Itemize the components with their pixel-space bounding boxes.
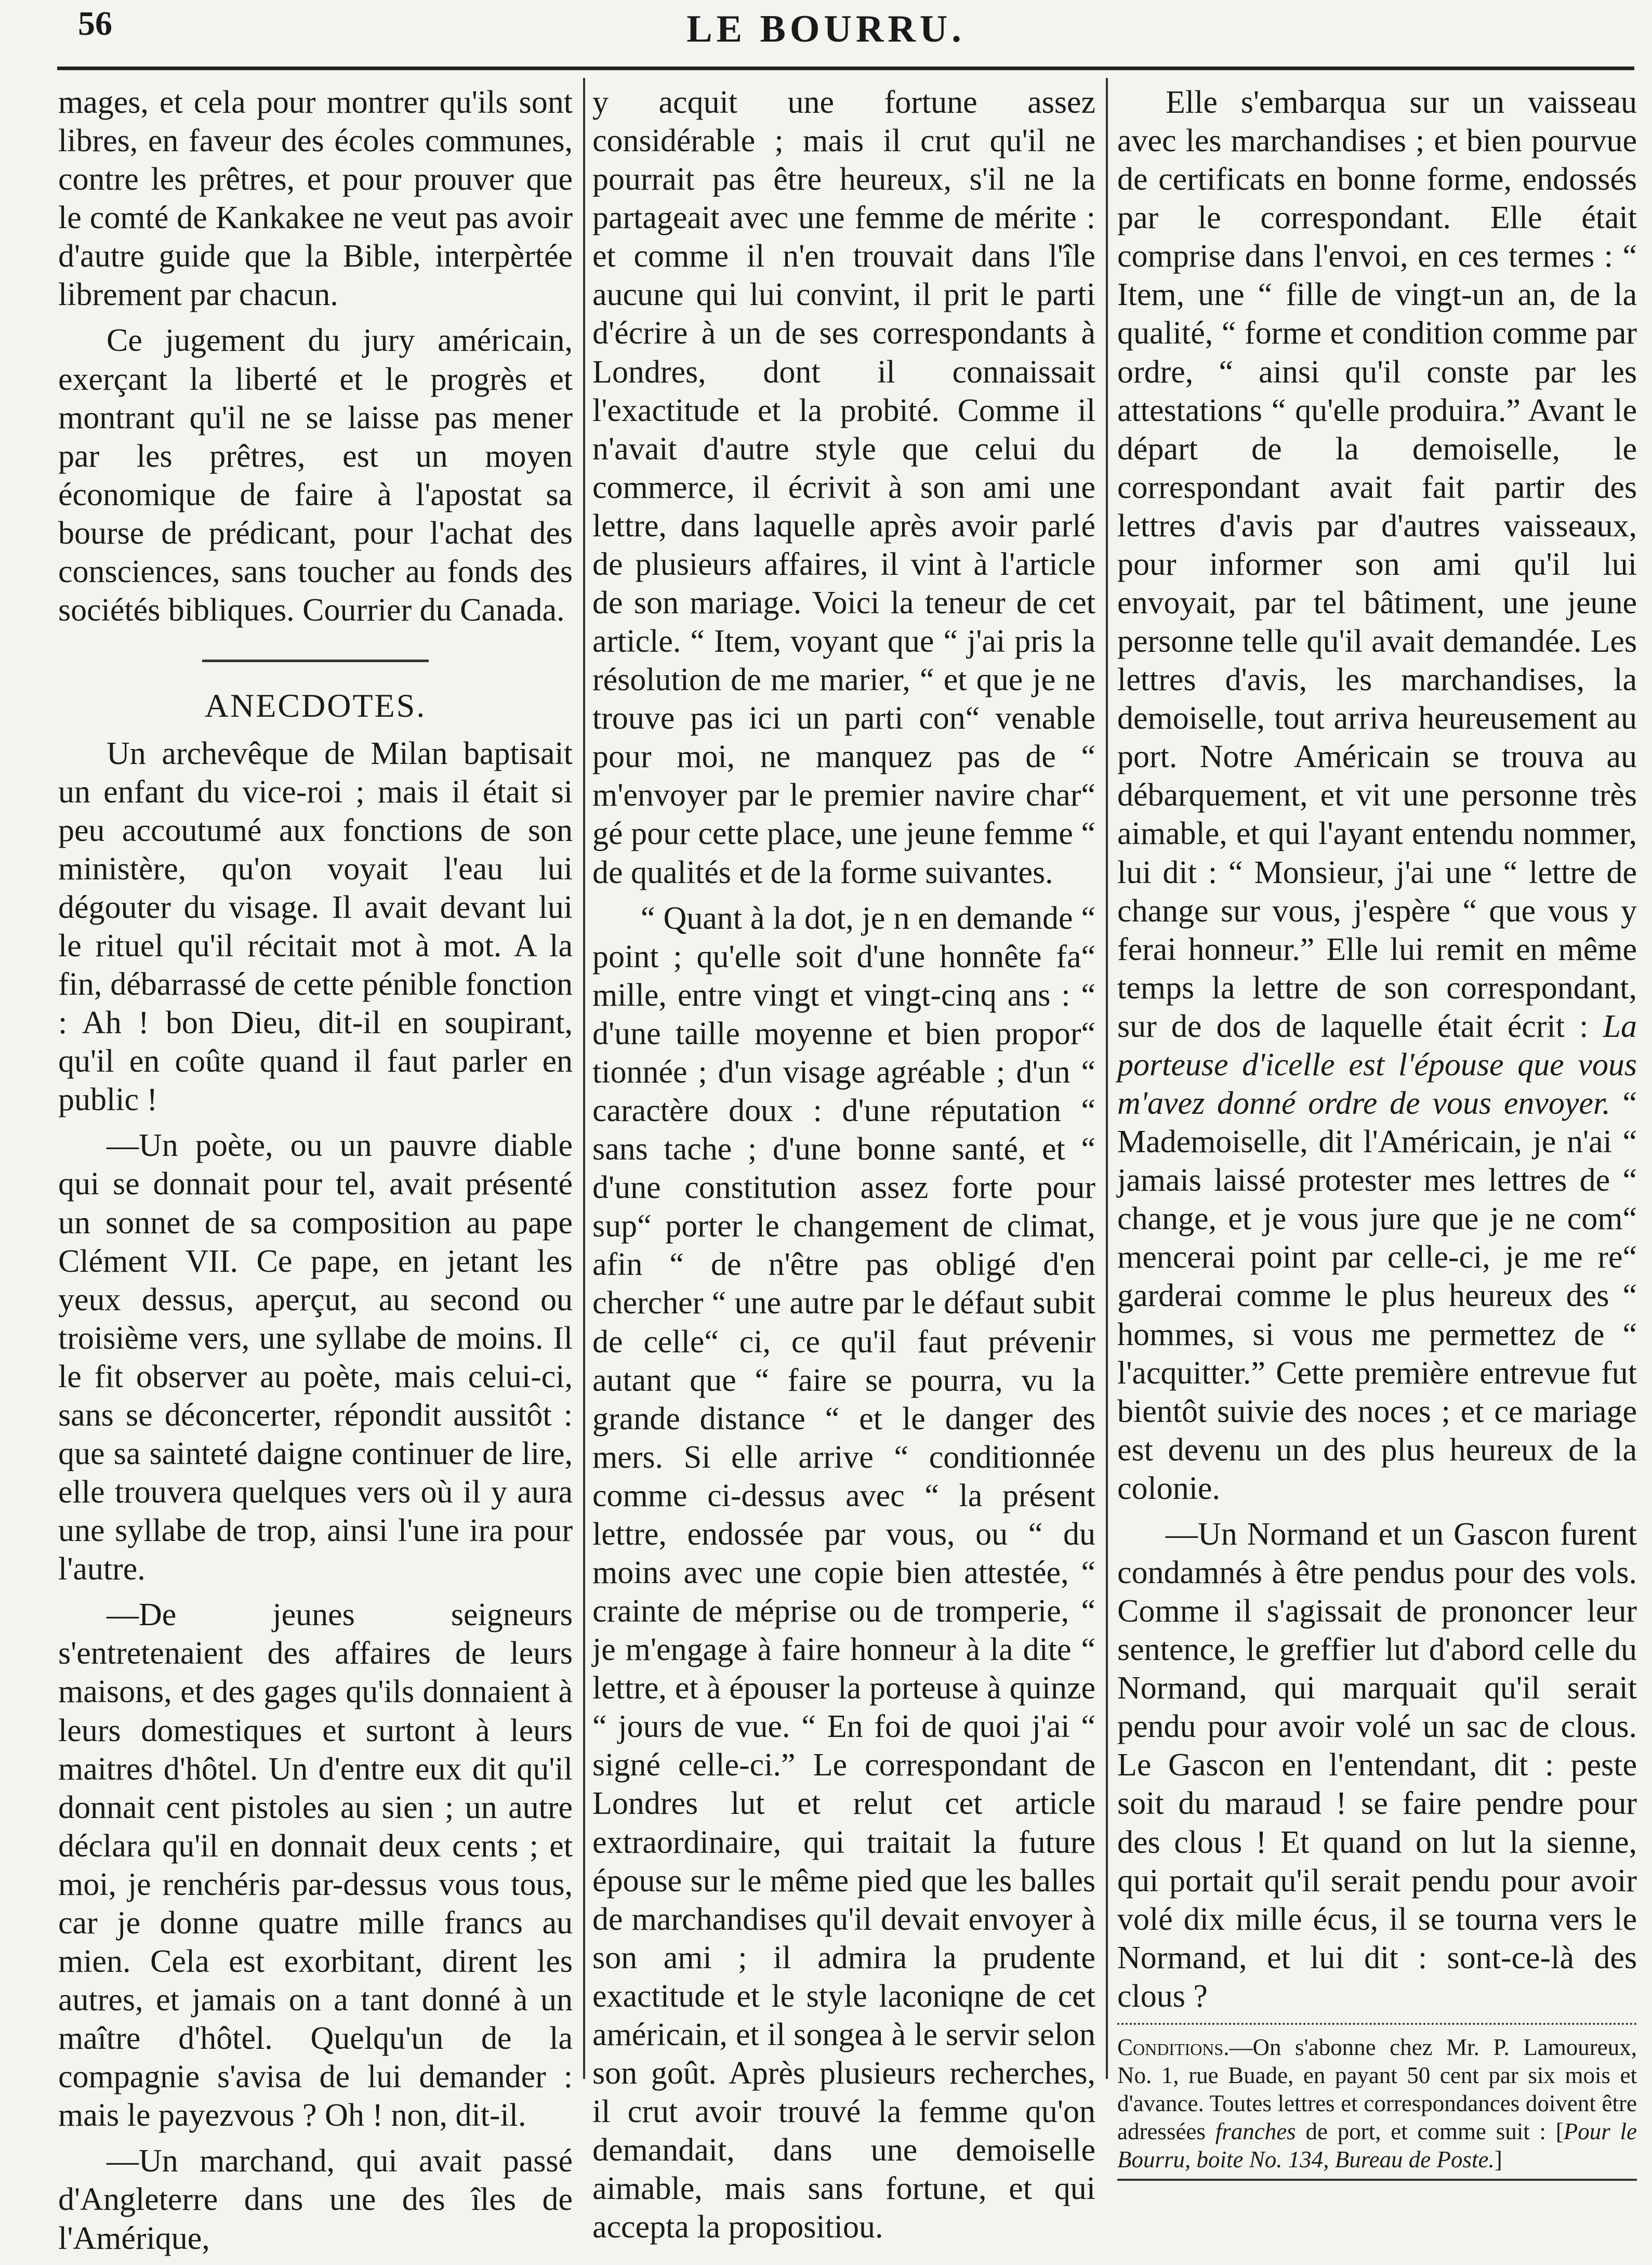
paragraph — [1117, 83, 1637, 1508]
section-title: ANECDOTES. — [204, 687, 427, 725]
newspaper-title: LE BOURRU. — [686, 8, 966, 50]
column-divider — [1106, 78, 1108, 2079]
quoted-endorsement: La porteuse d'icelle est l'épouse que vous m'avez donné ordre de vous envoyer. — [1117, 1008, 1637, 1122]
paragraph: —Un Normand et un Gascon furent condamnés à être pendus pour des vols. Comme il s'agissait de prononcer leur sentence, le greffier lut d'abord celle du Normand, qui marquait qu'il serait pendu pour avoir volé un sac de clous. Le Gascon en l'entendant, dit : peste soit du maraud ! se faire pendre pour des clous ! Et quand on lut la sienne, qui portait qu'il serait pendu pour avoir volé dix mille écus, il se tourna vers le Normand, et lui dit : sont-ce-là des clous ? — [1117, 1516, 1637, 2014]
conditions-label: Conditions. — [1117, 2034, 1230, 2060]
paragraph: Un archevêque de Milan baptisait un enfant du vice-roi ; mais il était si peu accoutumé aux fonctions de son ministère, qu'on voyait l'eau lui dégouter du visage. Il avait devant lui le rituel qu'il récitait mot à mot. A la fin, débarrassé de cette pénible fonction : Ah ! bon Dieu, dit-il en soupirant, qu'il en coûte quand il faut parler en public ! — [58, 735, 573, 1118]
paragraph: Ce jugement du jury américain, exerçant la liberté et le progrès et montrant qu'il ne se laisse pas mener par les prêtres, est un moyen économique de faire à l'apostat sa bourse de prédicant, pour l'achat des consciences, sans toucher au fonds des sociétés bibliques. Courrier du Canada. — [58, 323, 573, 628]
paragraph: —De jeunes seigneurs s'entretenaient des affaires de leurs maisons, et des gages qu'ils donnaient à leurs domestiques et surtont à leurs maitres d'hôtel. Un d'entre eux dit qu'il donnait cent pistoles au sien ; un autre déclara qu'il en donnait deux cents ; et moi, je renchéris par-dessus vous tous, car je donne quatre mille francs au mien. Cela est exorbitant, dirent les autres, et jamais on a tant donné à un maître d'hôtel. Quelqu'un de la compagnie s'avisa de lui demander : mais le payezvous ? Oh ! non, dit-il. — [58, 1597, 573, 2134]
paragraph-text: Elle s'embarqua sur un vaisseau avec les marchandises ; et bien pourvue de certificats en bonne forme, endossés par le correspondant. Elle était comprise dans l'envoi, en ces termes : “ Item, une “ fille de vingt-un an, de la qualité, “ forme et condition comme par ordre, “ ainsi qu'il conste par les attestations “ qu'elle produira.” Avant le départ de la demoiselle, le correspondant avait fait partir des lettres d'avis par d'autres vaisseaux, pour informer son ami qu'il lui envoyait, par tel bâtiment, une jeune personne telle qu'il avait demandée. Les lettres d'avis, les marchandises, la demoiselle, tout arriva heureusement au port. Notre Américain se trouva au débarquement, et vit une personne très aimable, et qui l'ayant entendu nommer, lui dit : “ Monsieur, j'ai une “ lettre de change sur vous, j'espère “ que vous y ferai honneur.” Elle lui remit en même temps la lettre de son correspondant, sur de dos de laquelle était écrit : — [1117, 85, 1637, 1044]
column-left — [58, 83, 573, 2265]
paragraph-text: “ Mademoiselle, dit l'Américain, je n'ai “ jamais laissé protester mes lettres de “ change, et je vous jure que je ne com“ mencerai point par celle-ci, je me re“ garderai comme le plus heureux des “ hommes, si vous me permettez de “ l'acquitter.” Cette première entrevue fut bientôt suivie des noces ; et ce mariage est devenu un des plus heureux de la colonie. — [1117, 1086, 1637, 1506]
column-divider — [583, 78, 585, 2079]
conditions-text: ] — [1494, 2146, 1502, 2172]
page-number: 56 — [78, 5, 112, 43]
paragraph: —Un poète, ou un pauvre diable qui se donnait pour tel, avait présenté un sonnet de sa composition au pape Clément VII. Ce pape, en jetant les yeux dessus, aperçut, au second ou troisième vers, une syllabe de moins. Il le fit observer au poète, mais celui-ci, sans se déconcerter, répondit aussitôt : que sa sainteté daigne continuer de lire, elle trouvera quelques vers où il y aura une syllabe de trop, ainsi l'une ira pour l'autre. — [58, 1128, 573, 1587]
column-right — [1117, 83, 1637, 2181]
header-rule — [57, 67, 1634, 70]
paragraph: mages, et cela pour montrer qu'ils sont libres, en faveur des écoles communes, contre les prêtres, et pour prouver que le comté de Kankakee ne veut pas avoir d'autre guide que la Bible, interpèrtée librement par chacun. — [58, 85, 573, 313]
conditions-text: —On s'abonne chez Mr. P. Lamoureux, No. 1, rue Buade, en payant 50 cent par six mois et d'avance. Toutes lettres et correspondances doivent être adressées — [1117, 2034, 1637, 2144]
subscription-conditions — [1117, 2023, 1637, 2181]
section-divider — [202, 660, 429, 662]
postal-address: Pour le Bourru, boite No. 134, Bureau de Poste. — [1117, 2118, 1637, 2172]
conditions-text: de port, et comme suit : [ — [1305, 2118, 1564, 2144]
paragraph: —Un marchand, qui avait passé d'Angleterre dans une des îles de l'Amérique, — [58, 2143, 573, 2256]
paragraph: “ Quant à la dot, je n en demande “ point ; qu'elle soit d'une honnête fa“ mille, entre vingt et vingt-cinq ans : “ d'une taille moyenne et bien propor“ tionnée ; d'un visage agréable ; d'un “ caractère doux : d'une réputation “ sans tache ; d'une bonne santé, et “ d'une constitution assez forte pour sup“ porter le changement de climat, afin “ de n'être pas obligé d'en chercher “ une autre par le défaut subit de celle“ ci, ce qu'il faut prévenir autant que “ faire se pourra, vu la grande distance “ et le danger des mers. Si elle arrive “ conditionnée comme ci-dessus avec “ la présent lettre, endossée par vous, ou “ du moins avec une copie bien attestée, “ crainte de méprise ou de tromperie, “ je m'engage à faire honneur à la dite “ lettre, et à épouser la porteuse à quinze “ jours de vue. “ En foi de quoi j'ai “ signé celle-ci.” Le correspondant de Londres lut et relut cet article extraordinaire, qui traitait la future épouse sur le même pied que les balles de marchandises qu'il devait envoyer à son ami ; il admira la prudente exactitude et le style laconiqne de cet américain, et il songea à le servir selon son goût. Après plusieurs recherches, il crut avoir trouvé la femme qu'on demandait, dans une demoiselle aimable, mais sans fortune, et qui accepta la propositiou. — [592, 900, 1095, 2245]
column-middle — [592, 83, 1095, 2254]
conditions-italic: franches — [1215, 2118, 1296, 2144]
paragraph: y acquit une fortune assez considérable ; mais il crut qu'il ne pourrait pas être heureux, s'il ne la partageait avec une femme de mérite : et comme il n'en trouvait dans l'île aucune qui lui convint, il prit le parti d'écrire à un de ses correspondants à Londres, dont il connaissait l'exactitude et la probité. Comme il n'avait d'autre style que celui du commerce, il écrivit à son ami une lettre, dans laquelle après avoir parlé de plusieurs affaires, il vint à l'article de son mariage. Voici la teneur de cet article. “ Item, voyant que “ j'ai pris la résolution de me marier, “ et que je ne trouve pas ici un parti con“ venable pour moi, ne manquez pas de “ m'envoyer par le premier navire char“ gé pour cette place, une jeune femme “ de qualités et de la forme suivantes. — [592, 85, 1095, 890]
